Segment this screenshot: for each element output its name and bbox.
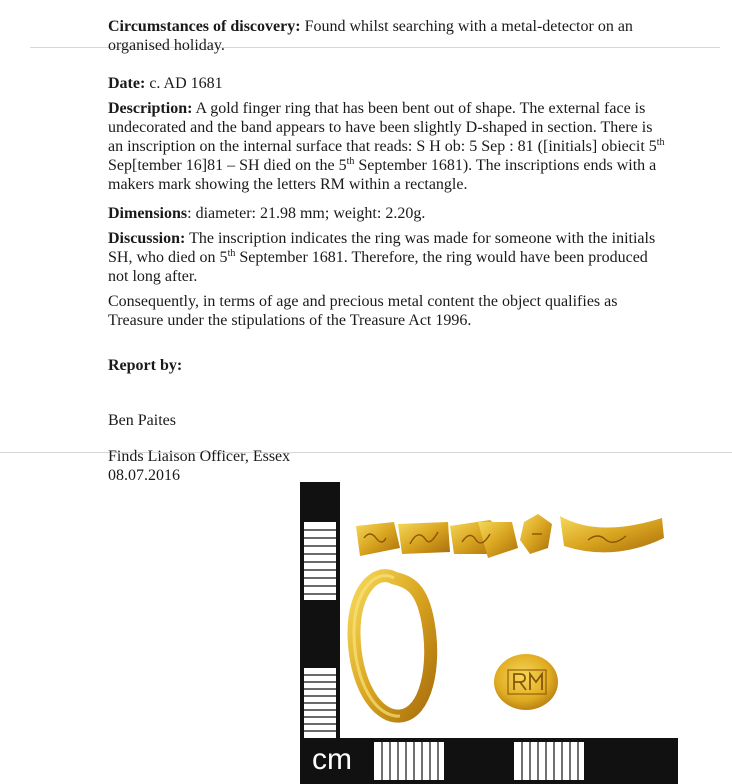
circumstances-paragraph [108,17,668,55]
description-paragraph [108,99,668,194]
date-paragraph [108,74,668,93]
discussion-label: Discussion: [108,230,186,247]
ring-photograph [298,482,678,784]
conclusion-text: Consequently, in terms of age and precious metal content the object qualifies as Treasure under the stipulations of the Treasure Act 1996. [108,293,618,329]
dimensions-text: : diameter: 21.98 mm; weight: 2.20g. [187,205,426,222]
report-label-block [108,356,668,375]
dimensions-label: Dimensions [108,205,188,222]
report-role-block [108,447,668,485]
bent-ring [354,576,431,716]
description-label: Description: [108,100,193,117]
ordinal-suffix: th [227,248,236,259]
reporter-role: Finds Liaison Officer, Essex [108,448,291,465]
circumstances-label: Circumstances of discovery: [108,18,301,35]
circumstances-text: Found whilst searching with a metal-detector on an organised holiday. [108,18,633,54]
ring-photo-graphic [298,482,678,784]
ordinal-suffix: th [656,137,665,148]
scale-unit-label: cm [312,743,352,776]
reporter-name: Ben Paites [108,412,176,429]
date-text: c. AD 1681 [145,75,223,92]
discussion-paragraph [108,229,668,286]
description-text-3: September 1681). The inscriptions ends with a makers mark showing the letters RM within a rectangle. [108,157,657,193]
report-date: 08.07.2016 [108,467,180,484]
makers-mark [494,654,558,710]
conclusion-paragraph [108,292,668,330]
inscription-fragments [356,514,664,558]
discussion-text-1: The inscription indicates the ring was made for someone with the initials SH, who died on 5 [108,230,656,266]
discussion-text-2: September 1681. Therefore, the ring would have been produced not long after. [108,249,648,285]
report-name-block [108,411,668,430]
horizontal-scale-bar [300,738,678,784]
date-label: Date: [108,75,146,92]
description-text-1: A gold finger ring that has been bent out of shape. The external face is undecorated and the band appears to have been slightly D-shaped in section. There is an inscription on the internal surface that reads: S H ob: 5 Sep : 81 ([initials] obiecit 5 [108,100,657,155]
dimensions-paragraph [108,204,668,223]
report-label: Report by: [108,357,183,374]
ordinal-suffix: th [346,156,355,167]
description-text-2: Sep[tember 16]81 – SH died on the 5 [108,157,347,174]
